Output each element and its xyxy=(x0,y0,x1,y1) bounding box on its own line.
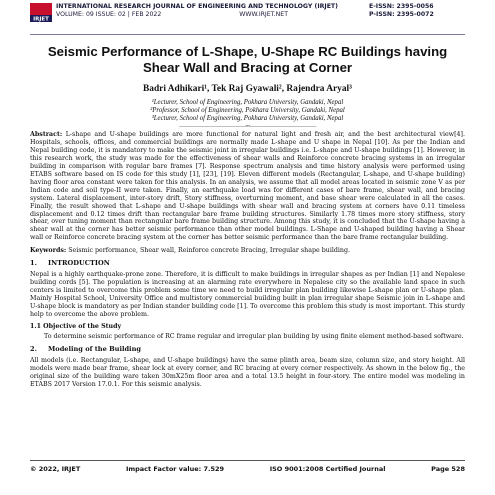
journal-volume: VOLUME: 09 ISSUE: 02 | FEB 2022 xyxy=(56,11,162,18)
paper-title: Seismic Performance of L-Shape, U-Shape RC Buildings having Shear Wall and Bracing at Corner xyxy=(47,44,448,75)
page-footer xyxy=(30,460,465,473)
separator-line: ------------------------------------------------------------------------------***------------------------------------------------------------------------------ xyxy=(178,124,317,129)
abstract-text: L-shape and U-shape buildings are more functional for natural light and fresh air, and the best architectural view[4]. Hospitals, schools, offices, and commercial buildings are normally made L-shape and U shape in Nepal [10]. As per the Indian and Nepal building code, it is mandatory to make the seismic joint in irregular buildings i.e. L-shape and U-shape buildings [1]. However, in this research work, the study was made for the effectiveness of shear walls and Reinforce concrete bracing systems in an irregular building in comparison with regular bare frames [7]. Response spectrum analysis and time history analysis were performed using ETABS software based on IS code for this study [1], [23], [19]. Eleven different models (Rectangular, L-shape, and U-shape building) having floor area constant were taken for this analysis. In an analysis, we assume that all model areas located in seismic zone V as per Indian code and soil type-II were taken. Finally, an earthquake load was for different cases of bare frame, shear wall, and bracing system. Lateral displacement, inter-story drift, Story stiffness, overturning moment, and base shear were calculated in all the cases. Finally, the result showed that L-shape and U-shape buildings with shear wall and bracing system at corners have 0.11 timeless displacement and 0.12 times drift than rectangular bare frame building structures. Similarly 1.78 times more story stiffness, story shear, over tuning moment than rectangular bare frame building structure. Among this study, it is concluded that the U-shape having a shear wall at the corner has better seismic performance than other model buildings. L-Shape and U-shaped building having a Shear wall or Reinforce concrete bracing system at the corner has better seismic performance than the bare frame rectangular building. xyxy=(30,131,465,242)
footer-copyright: © 2022, IRJET xyxy=(30,465,81,473)
e-issn: E-ISSN: 2395-0056 xyxy=(369,3,434,10)
abstract xyxy=(30,131,465,242)
p-issn: P-ISSN: 2395-0072 xyxy=(369,11,434,18)
keywords-label: Keywords: xyxy=(30,247,67,255)
affiliation-2: ²Professor, School of Engineering, Pokhara University, Gandaki, Nepal xyxy=(150,107,345,114)
section-heading-introduction: 1. INTRODUCTION xyxy=(30,259,110,268)
footer-iso: ISO 9001:2008 Certified Journal xyxy=(269,465,386,473)
footer-impact-factor: Impact Factor value: 7.529 xyxy=(125,465,225,473)
affiliation-3: ³Lecturer, School of Engineering, Pokhara University, Gandaki, Nepal xyxy=(151,115,344,122)
keywords-text: Seismic performance, Shear wall, Reinforce concrete Bracing, Irregular shape building. xyxy=(66,247,350,255)
header-rule xyxy=(30,34,465,35)
modeling-text: All models (i.e. Rectangular, L-shape, and U-shape buildings) have the same plinth area, beam size, column size, and story height. All models were made bear frame, shear lock at every corner, and RC bracing at every corner respectively. As shown in the below fig., the original size of the building ware taken 30mX25m floor area and a total 13.5 height in four-story. The entire model was modeling in ETABS 2017 Version 17.0.1. For this seismic analysis. xyxy=(30,356,465,388)
footer-page: Page 528 xyxy=(431,465,465,473)
journal-header xyxy=(30,0,465,33)
affiliation-1: ¹Lecturer, School of Engineering, Pokhara University, Gandaki, Nepal xyxy=(151,99,344,106)
abstract-label: Abstract: xyxy=(30,131,63,138)
keywords xyxy=(30,247,465,255)
irjet-logo xyxy=(30,3,52,22)
section-heading-objective: 1.1 Objective of the Study xyxy=(30,323,122,331)
objective-text: To determine seismic performance of RC frame regular and irregular plan building by using finite element method-based software. xyxy=(44,333,464,341)
logo-text: IRJET xyxy=(33,16,49,22)
journal-website: WWW.IRJET.NET xyxy=(239,11,288,18)
paper-authors: Badri Adhikari¹, Tek Raj Gyawali², Rajendra Aryal³ xyxy=(143,84,352,94)
journal-name: INTERNATIONAL RESEARCH JOURNAL OF ENGINEERING AND TECHNOLOGY (IRJET) xyxy=(56,3,338,10)
section-heading-modeling: 2. Modeling of the Building xyxy=(30,344,141,353)
introduction-text: Nepal is a highly earthquake-prone zone. Therefore, it is difficult to make buildings in irregular shapes as per Indian [1] and Nepalese building cords [5]. The population is increasing at an alarming rate everywhere in Nepalese city so the available land space in such centers is limited to overcome this problem some time we need to build irregular plan building likewise L-shape plan or U-shape plan. Mainly Hospital School, University Office and multistory commercial building built in plan irregular shape Seismic join in L-shape and U-shape block is mandatory as per Indian stander building code [1]. To overcome this problem this study is most important. This sturdy help to overcome the above problem. xyxy=(30,271,465,319)
